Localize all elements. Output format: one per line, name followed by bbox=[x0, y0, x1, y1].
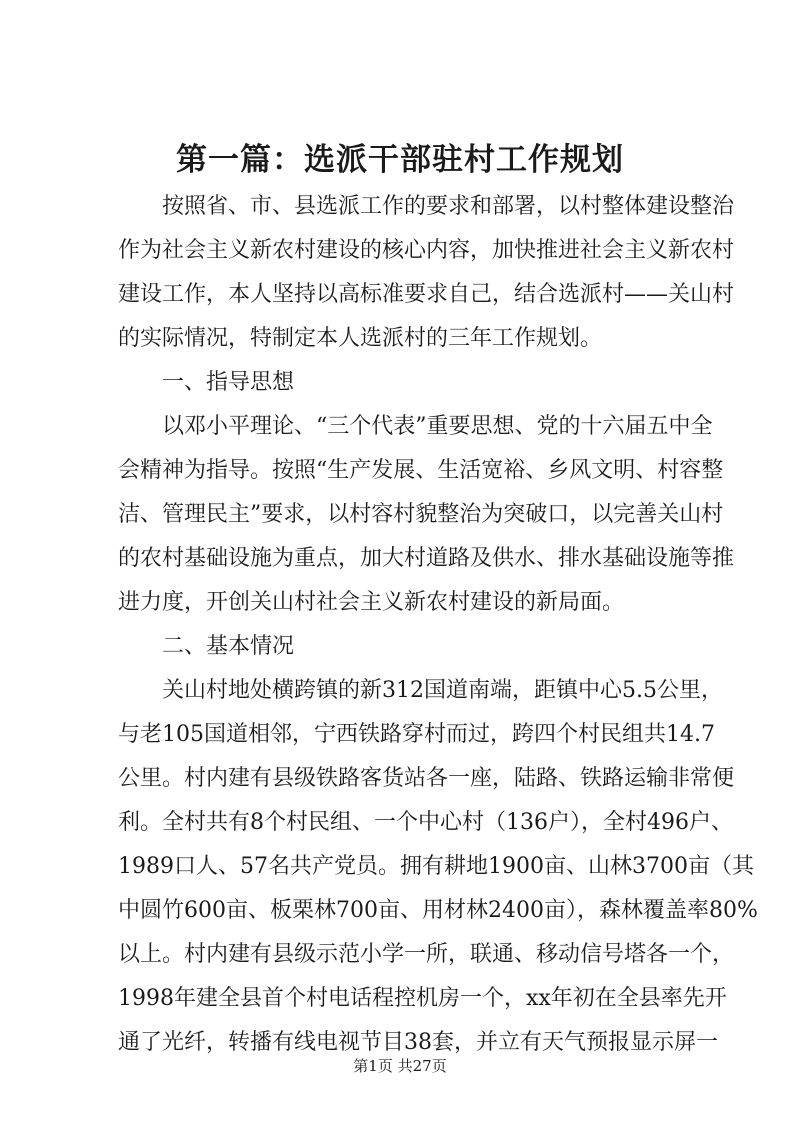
paragraph-line: 建设工作，本人坚持以高标准要求自己，结合选派村——关山村 bbox=[118, 282, 735, 307]
paragraph-line: 作为社会主义新农村建设的核心内容，加快推进社会主义新农村 bbox=[118, 238, 735, 263]
paragraph-line: 以邓小平理论、“三个代表”重要思想、党的十六届五中全 bbox=[162, 414, 713, 439]
page-footer: 第1页 共27页 bbox=[353, 1057, 447, 1075]
section-heading: 二、基本情况 bbox=[162, 634, 295, 659]
paragraph-line: 通了光纤，转播有线电视节目38套，并立有天气预报显示屏一 bbox=[118, 1030, 718, 1055]
paragraph-line: 1998年建全县首个村电话程控机房一个，xx年初在全县率先开 bbox=[118, 986, 727, 1011]
paragraph-line: 与老105国道相邻，宁西铁路穿村而过，跨四个村民组共14.7 bbox=[118, 722, 715, 747]
paragraph-line: 以上。村内建有县级示范小学一所，联通、移动信号塔各一个， bbox=[118, 942, 735, 967]
paragraph-line: 中圆竹600亩、板栗林700亩、用材林2400亩），森林覆盖率80% bbox=[118, 898, 758, 923]
paragraph-line: 按照省、市、县选派工作的要求和部署，以村整体建设整治 bbox=[162, 194, 735, 219]
document-title: 第一篇：选派干部驻村工作规划 bbox=[176, 142, 624, 178]
paragraph-line: 关山村地处横跨镇的新312国道南端，距镇中心5.5公里， bbox=[162, 678, 723, 703]
paragraph-line: 洁、管理民主”要求，以村容村貌整治为突破口，以完善关山村 bbox=[118, 502, 724, 527]
paragraph-line: 利。全村共有8个村民组、一个中心村（136户），全村496户、 bbox=[118, 810, 733, 835]
paragraph-line: 会精神为指导。按照“生产发展、生活宽裕、乡风文明、村容整 bbox=[118, 458, 724, 483]
paragraph-line: 进力度，开创关山村社会主义新农村建设的新局面。 bbox=[118, 590, 625, 615]
paragraph-line: 的农村基础设施为重点，加大村道路及供水、排水基础设施等推 bbox=[118, 546, 735, 571]
section-heading: 一、指导思想 bbox=[162, 370, 295, 395]
document-body bbox=[118, 185, 758, 1065]
paragraph-line: 的实际情况，特制定本人选派村的三年工作规划。 bbox=[118, 326, 603, 351]
paragraph-line: 1989口人、57名共产党员。拥有耕地1900亩、山林3700亩（其 bbox=[118, 854, 754, 879]
paragraph-line: 公里。村内建有县级铁路客货站各一座，陆路、铁路运输非常便 bbox=[118, 766, 735, 791]
